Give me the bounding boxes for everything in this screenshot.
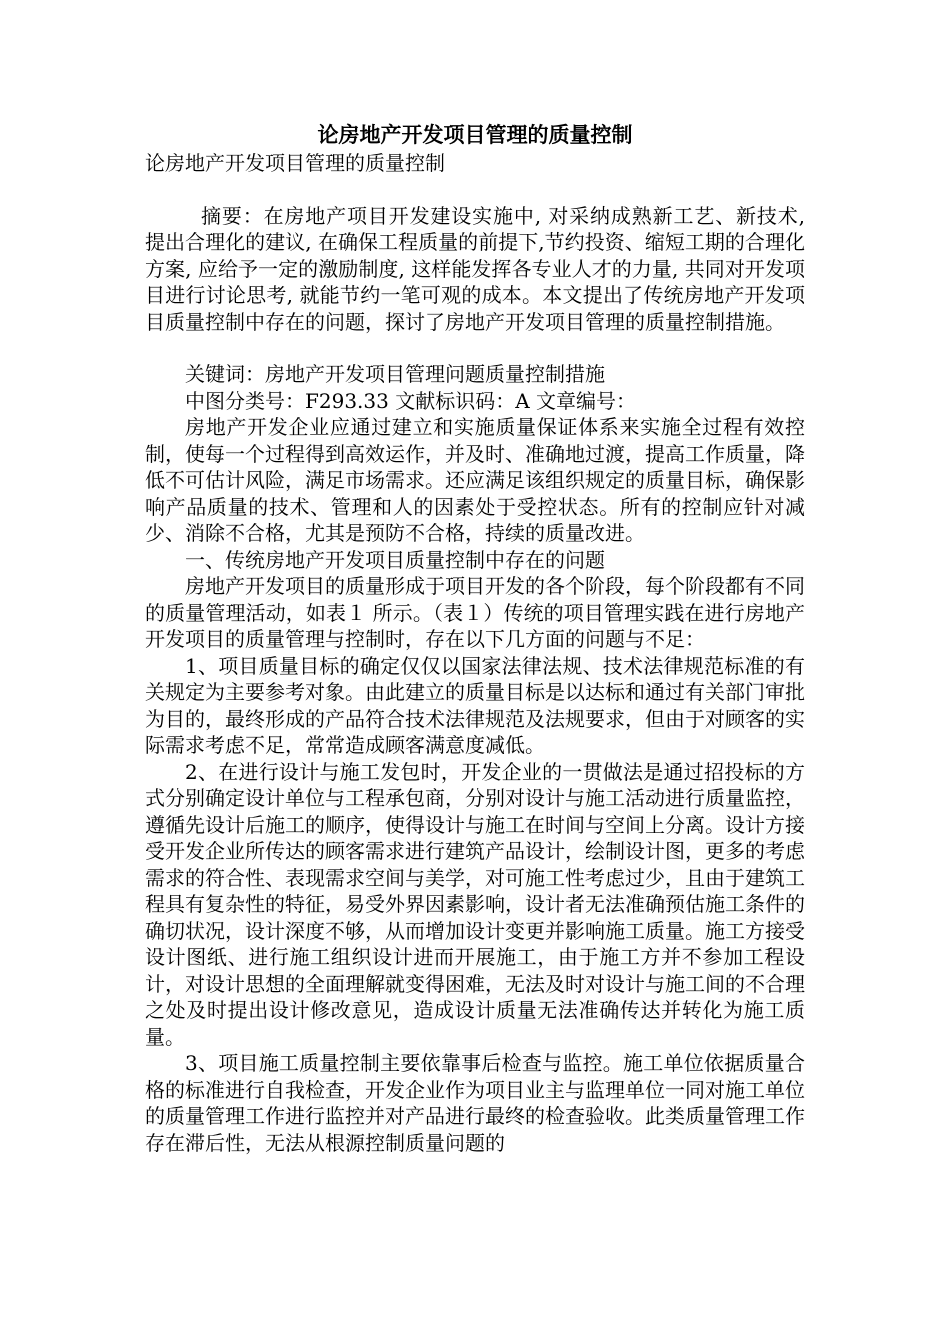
document-body	[145, 150, 805, 1156]
section-heading: 一、传统房地产开发项目质量控制中存在的问题	[185, 547, 605, 572]
body-paragraph: 房地产开发企业应通过建立和实施质量保证体系来实施全过程有效控制，使每一个过程得到高效运作，并及时、准确地过渡，提高工作质量，降低不可估计风险，满足市场需求。还应满足该组织规定的质量目标，确保影响产品质量的技术、管理和人的因素处于受控状态。所有的控制应针对减少、消除不合格，尤其是预防不合格，持续的质量改进。	[145, 415, 805, 545]
body-paragraph: 1、项目质量目标的确定仅仅以国家法律法规、技术法律规范标准的有关规定为主要参考对象。由此建立的质量目标是以达标和通过有关部门审批为目的，最终形成的产品符合技术法律规范及法规要求，但由于对顾客的实际需求考虑不足，常常造成顾客满意度减低。	[145, 653, 805, 757]
body-paragraph: 3、项目施工质量控制主要依靠事后检查与监控。施工单位依据质量合格的标准进行自我检查，开发企业作为项目业主与监理单位一同对施工单位的质量管理工作进行监控并对产品进行最终的检查验收。此类质量管理工作存在滞后性，无法从根源控制质量问题的	[145, 1051, 805, 1155]
keywords-line: 关键词：房地产开发项目管理问题质量控制措施	[185, 362, 605, 386]
paragraph-spacer	[145, 177, 805, 203]
body-paragraph: 房地产开发项目的质量形成于项目开发的各个阶段，每个阶段都有不同的质量管理活动，如表１ 所示。（表１）传统的项目管理实践在进行房地产开发项目的质量管理与控制时，存在以下几方面的问题与不足：	[145, 574, 805, 651]
paragraph-spacer	[145, 335, 805, 361]
abstract-paragraph: 摘要：在房地产项目开发建设实施中, 对采纳成熟新工艺、新技术, 提出合理化的建议, 在确保工程质量的前提下,节约投资、缩短工期的合理化方案, 应给予一定的激励制度, 这样能发挥各专业人才的力量, 共同对开发项目进行讨论思考, 就能节约一笔可观的成本。本文提出了传统房地产开发项目质量控制中存在的问题，探讨了房地产开发项目管理的质量控制措施。	[145, 203, 805, 334]
document-subtitle: 论房地产开发项目管理的质量控制	[145, 151, 445, 175]
body-paragraph: 2、在进行设计与施工发包时，开发企业的一贯做法是通过招投标的方式分别确定设计单位与工程承包商，分别对设计与施工活动进行质量监控，遵循先设计后施工的顺序，使得设计与施工在时间与空间上分离。设计方接受开发企业所传达的顾客需求进行建筑产品设计，绘制设计图，更多的考虑需求的符合性、表现需求空间与美学，对可施工性考虑过少，且由于建筑工程具有复杂性的特征，易受外界因素影响，设计者无法准确预估施工条件的确切状况，设计深度不够，从而增加设计变更并影响施工质量。施工方接受设计图纸、进行施工组织设计进而开展施工，由于施工方并不参加工程设计，对设计思想的全面理解就变得困难，无法及时对设计与施工间的不合理之处及时提出设计修改意见，造成设计质量无法准确传达并转化为施工质量。	[145, 759, 805, 1049]
document-title: 论房地产开发项目管理的质量控制	[317, 123, 633, 147]
classification-line: 中图分类号：F293.33 文献标识码：A 文章编号：	[185, 388, 637, 413]
